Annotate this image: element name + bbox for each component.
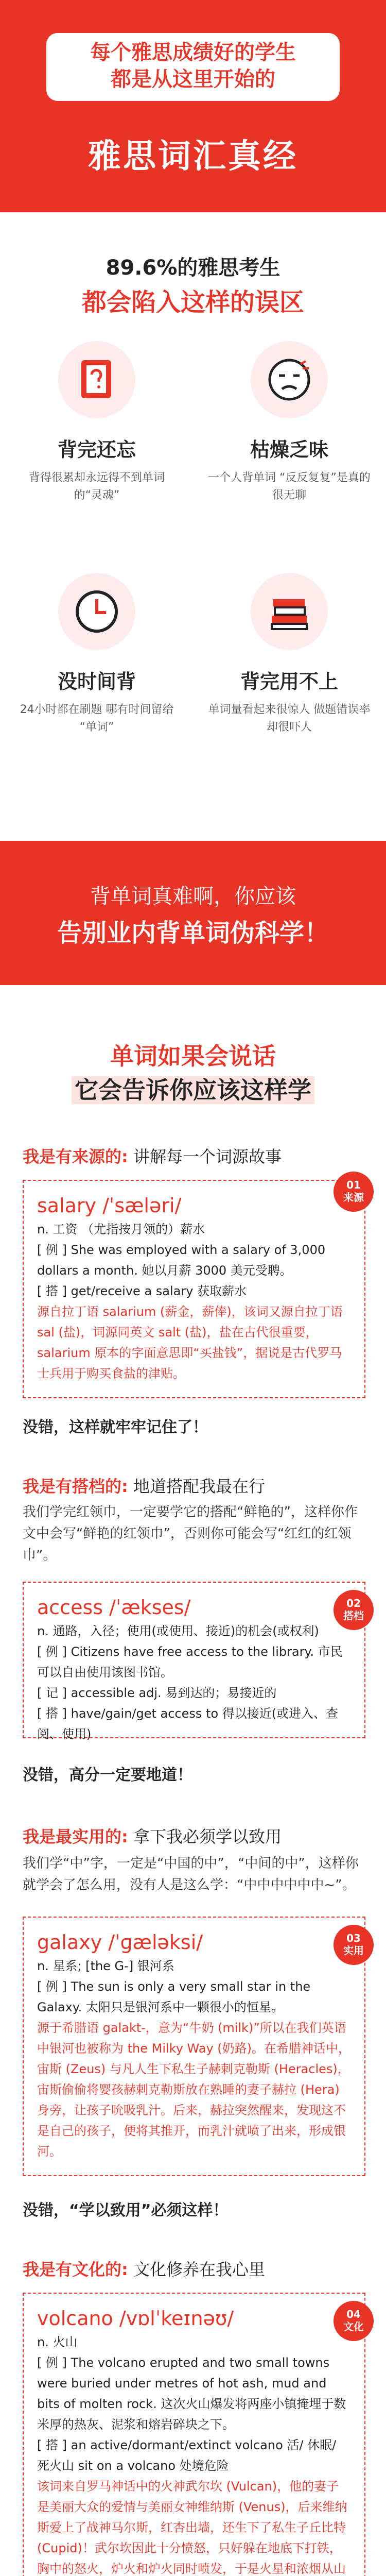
- trap-item-no-time: [15, 573, 178, 736]
- word-headword: volcano /vɒlˈkeɪnəʊ/: [37, 2307, 234, 2330]
- badge-number: 02: [346, 1597, 361, 1609]
- book-stack-icon: [251, 573, 328, 650]
- badge-number: 03: [346, 1932, 361, 1944]
- banner-line-2: 都是从这里开始的: [111, 67, 275, 91]
- word-headword: galaxy /ˈɡæləksi/: [37, 1931, 203, 1954]
- entry-title-bold: 我是有文化的:: [23, 2260, 128, 2279]
- badge-label: 文化: [343, 2320, 364, 2333]
- word-line: n. 星系; [the G-] 银河系: [37, 1959, 174, 1973]
- trap-item-useless: [208, 573, 371, 736]
- entry-title: [23, 2257, 265, 2280]
- trap-title: 背完还忘: [57, 438, 136, 461]
- word-etymology: 源于希腊语 galakt-，意为“牛奶 (milk)”所以在我们英语中银河也被称为 the Milky Way (奶路)。在希腊神话中，宙斯 (Zeus) 与凡人生下私生子赫剌克勒斯 (Heracles)，宙斯偷偷将婴孩赫剌克勒斯放在熟睡的妻子赫拉 (Hera) 身旁，让孩子吮吸乳汁。后来，赫拉突然醒来，发现这不是自己的孩子，便将其推开，而乳汁就喷了出来，形成银河。: [37, 2021, 351, 2159]
- method-subheading: [0, 1072, 386, 1106]
- word-line: [ 搭 ] get/receive a salary 获取薪水: [37, 1284, 247, 1298]
- word-line: [ 例 ] The sun is only a very small star in the Galaxy. 太阳只是银河系中一颗很小的恒星。: [37, 1979, 311, 2014]
- word-line: [ 记 ] accessible adj. 易到达的；易接近的: [37, 1686, 277, 1700]
- entry-title-bold: 我是有来源的:: [23, 1147, 128, 1166]
- entry-intro: 我们学完红领巾，一定要学它的搭配“鲜艳的”，这样你作文中会写“鲜艳的红领巾”，否则你可能会写“红红的红领巾”。: [23, 1504, 358, 1563]
- traps-section: [0, 212, 386, 841]
- word-etymology: 源自拉丁语 salarium (薪金，薪俸)，该词又源自拉丁语 sal (盐)，词源同英文 salt (盐)，盐在古代很重要，salarium 原本的字面意思即“买盐钱”，据说是古代罗马士兵用于购买食盐的津贴。: [37, 1304, 343, 1381]
- trap-desc: 单词量看起来很惊人 做题错误率却很吓人: [208, 703, 371, 734]
- clock-icon: [58, 573, 135, 650]
- word-card-access: [23, 1582, 365, 1741]
- entry-title: [23, 1144, 282, 1167]
- trap-title: 没时间背: [57, 670, 136, 693]
- traps-headline: 都会陷入这样的误区: [81, 288, 304, 317]
- badge-label: 来源: [343, 1191, 364, 1204]
- word-headword: salary /ˈsæləri/: [37, 1194, 182, 1217]
- header-banner: [46, 33, 340, 101]
- slogan-line-1: 背单词真难啊，你应该: [90, 885, 296, 908]
- word-line: n. 火山: [37, 2335, 78, 2349]
- entry-title: [23, 1824, 282, 1848]
- word-card-salary: [23, 1180, 365, 1398]
- entry-summary: 没错，高分一定要地道！: [23, 1766, 192, 1784]
- badge-label: 实用: [343, 1944, 364, 1957]
- entry-intro: 我们学“中”字，一定是“中国的中”，“中间的中”，这样你就学会了怎么用，没有人是这么学：“中中中中中中~”。: [23, 1856, 359, 1893]
- word-card-galaxy: [23, 1917, 365, 2176]
- trap-item-forget: [15, 341, 178, 504]
- entry-title-rest: 拿下我必须学以致用: [128, 1827, 282, 1846]
- trap-title: 枯燥乏味: [250, 438, 328, 461]
- trap-desc: 24小时都在刷题 哪有时间留给 “单词”: [20, 703, 174, 734]
- traps-percent: 89.6%的雅思考生: [106, 256, 280, 280]
- tired-face-icon: [251, 341, 328, 418]
- entry-badge: [334, 1590, 374, 1630]
- entry-badge: [334, 1172, 374, 1212]
- banner-line-1: 每个雅思成绩好的学生: [90, 41, 296, 64]
- entry-title-rest: 文化修养在我心里: [128, 2260, 265, 2279]
- trap-desc: 一个人背单词 “反反复复”是真的很无聊: [208, 471, 371, 502]
- method-subheading-text: 它会告诉你应该这样学: [72, 1076, 314, 1104]
- method-heading: 单词如果会说话: [110, 1042, 276, 1070]
- word-etymology: 该词来自罗马神话中的火神武尔坎 (Vulcan)，他的妻子是美丽大众的爱情与美丽女神维纳斯 (Venus)，后来维纳斯爱上了战神马尔斯，红杏出墙，还生下了私生子丘比特 (Cupid)！武尔坎因此十分愤怒，只好躲在地底下打铁，胸中的怒火，炉火和炉火同时喷发，于是火星和浓烟从山: [37, 2479, 347, 2576]
- entry-summary: 没错，这样就牢牢记住了！: [23, 1418, 208, 1436]
- trap-title: 背完用不上: [240, 670, 338, 693]
- entry-badge: [334, 2301, 374, 2341]
- badge-number: 04: [346, 2308, 361, 2320]
- entry-title: [23, 1473, 265, 1497]
- word-line: [ 搭 ] an active/dormant/extinct volcano 活/ 休眠/ 死火山 sit on a volcano 处境危险: [37, 2438, 337, 2473]
- slogan-section: [0, 841, 386, 985]
- entry-summary: 没错，“学以致用”必须这样！: [23, 2201, 229, 2219]
- header-section: [0, 0, 386, 212]
- entry-title-rest: 地道搭配我最在行: [128, 1477, 265, 1496]
- trap-desc: 背得很累却永远得不到单词的“灵魂”: [28, 471, 165, 502]
- word-line: n. 工资 （尤指按月领的）薪水: [37, 1222, 205, 1236]
- page-title: 雅思词汇真经: [88, 138, 298, 176]
- word-card-volcano: [23, 2293, 365, 2576]
- word-line: [ 例 ] Citizens have free access to the library. 市民可以自由使用该图书馆。: [37, 1645, 343, 1680]
- word-headword: access /ˈækses/: [37, 1596, 191, 1619]
- book-icon: [58, 341, 135, 418]
- trap-item-boring: [208, 341, 371, 504]
- slogan-line-2: 告别业内背单词伪科学！: [57, 919, 329, 947]
- entry-title-bold: 我是有搭档的:: [23, 1477, 128, 1496]
- badge-label: 搭档: [343, 1609, 364, 1622]
- word-line: [ 搭 ] have/gain/get access to 得以接近(或进入、查阅、使用): [37, 1706, 339, 1741]
- word-line: [ 例 ] She was employed with a salary of 3,000 dollars a month. 她以月薪 3000 美元受聘。: [37, 1243, 326, 1278]
- word-line: [ 例 ] The volcano erupted and two small towns were buried under metres of hot ash, mud and bits of molten rock. 这次火山爆发将两座小镇掩埋于数米厚的热灰、泥浆和熔岩碎块之下。: [37, 2355, 346, 2432]
- entry-title-rest: 讲解每一个词源故事: [128, 1147, 282, 1166]
- entry-title-bold: 我是最实用的:: [23, 1827, 128, 1846]
- badge-number: 01: [346, 1179, 361, 1191]
- word-line: n. 通路，入径；使用(或使用、接近)的机会(或权利): [37, 1624, 319, 1638]
- entry-badge: [334, 1925, 374, 1965]
